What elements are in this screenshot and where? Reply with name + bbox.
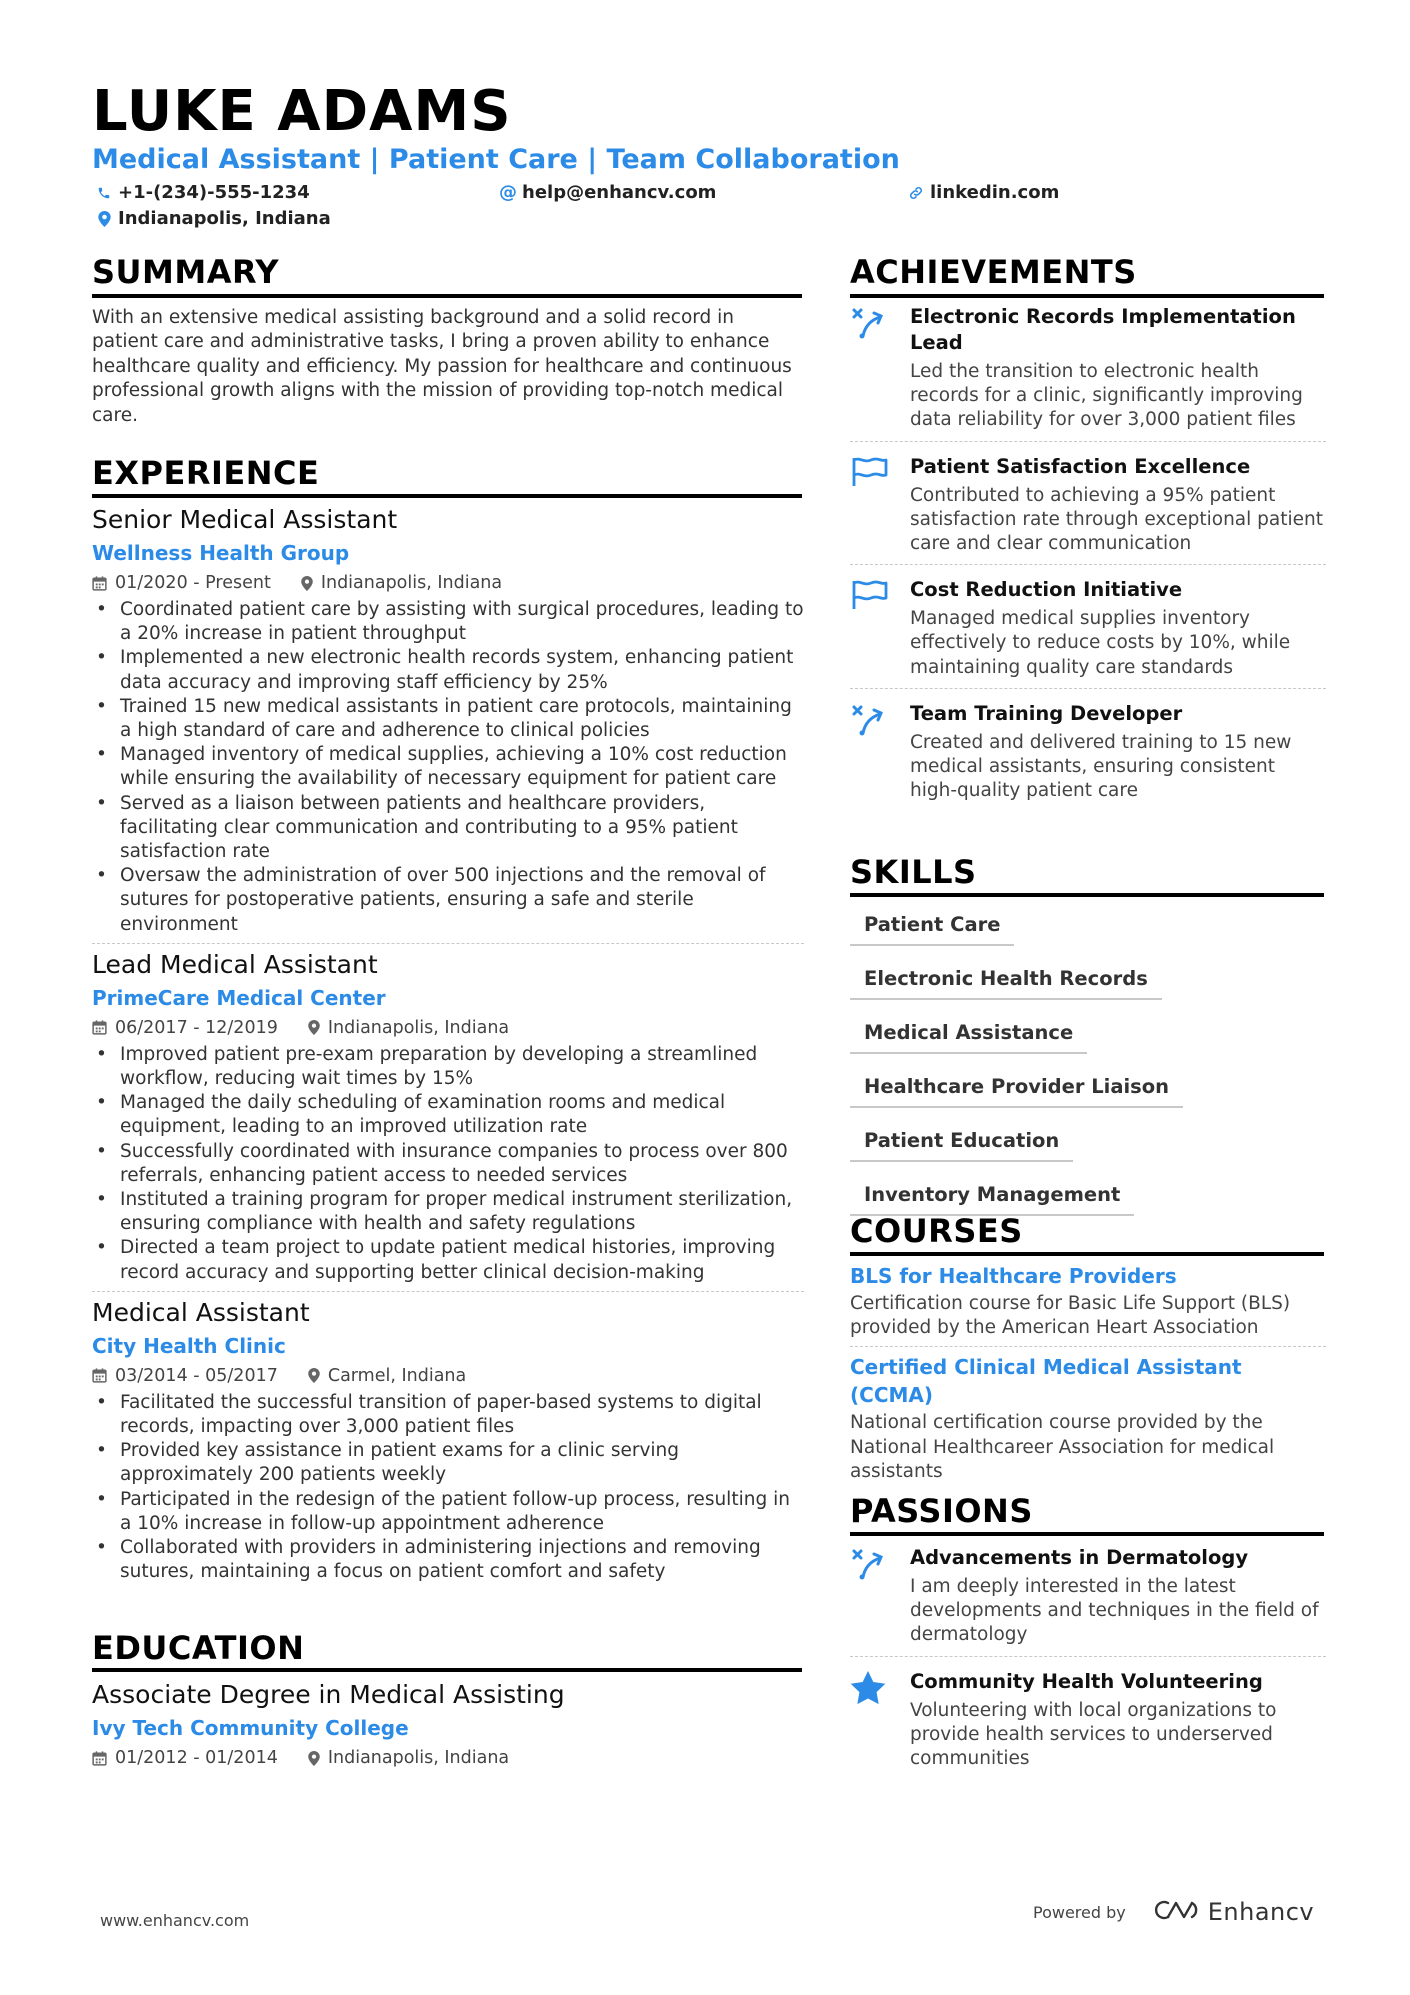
- bullet-item: • Served as a liaison between patients and healthcare providers, facilitating clear communication and contributing to a 95% patient satisfaction rate: [92, 792, 804, 865]
- bullet-item: • Trained 15 new medical assistants in patient care protocols, maintaining a high standard of care and adherence to clinical policies: [92, 695, 804, 743]
- footer-branding: [1033, 1898, 1314, 1926]
- achievement-title: Patient Satisfaction Excellence: [910, 454, 1251, 478]
- calendar-icon: [92, 1020, 107, 1035]
- job-role: Medical Assistant: [92, 1297, 310, 1327]
- experience-section: [92, 503, 804, 1585]
- job-role: Senior Medical Assistant: [92, 505, 398, 534]
- location-pin-icon: [308, 1368, 320, 1383]
- passion-title: Advancements in Dermatology: [910, 1546, 1249, 1569]
- job-entry: [92, 503, 804, 937]
- link-icon: [906, 185, 926, 201]
- location-pin-icon: [308, 1751, 320, 1766]
- education-section: [92, 1678, 804, 1770]
- achievements-heading: ACHIEVEMENTS: [850, 253, 1137, 291]
- courses-section: [850, 1262, 1326, 1484]
- bullet-item: • Successfully coordinated with insurance companies to process over 800 referrals, enhancing patient access to needed services: [92, 1140, 804, 1188]
- job-bullets: [92, 1391, 804, 1585]
- skills-rule: [850, 893, 1324, 897]
- divider: [850, 564, 1326, 565]
- location-pin-icon: [301, 576, 313, 591]
- strategy-icon: [850, 304, 910, 433]
- skills-section: [850, 912, 1330, 1236]
- achievement-item: [850, 454, 1326, 557]
- achievements-section: [850, 304, 1326, 803]
- passions-section: [850, 1545, 1326, 1771]
- school-name: Ivy Tech Community College: [92, 1716, 409, 1740]
- achievement-title: Cost Reduction Initiative: [910, 578, 1183, 602]
- flag-icon: [850, 577, 910, 680]
- summary-text: With an extensive medical assisting background and a solid record in patient care and administrative tasks, I bring a proven ability to enhance healthcare quality and efficiency. My passion for healthcare and continuous professional growth aligns with the mission of providing top-notch medical care.: [92, 307, 792, 426]
- course-title: Certified Clinical Medical Assistant (CCMA): [850, 1355, 1242, 1408]
- location-pin-icon: [94, 211, 114, 227]
- achievement-title: Electronic Records Implementation Lead: [910, 305, 1296, 354]
- experience-heading: EXPERIENCE: [92, 454, 320, 492]
- course-item: [850, 1353, 1326, 1484]
- job-company: PrimeCare Medical Center: [92, 985, 386, 1010]
- job-location: Indianapolis, Indiana: [327, 1017, 510, 1038]
- bullet-item: • Managed inventory of medical supplies, achieving a 10% cost reduction while ensuring the availability of necessary equipment for patient care: [92, 743, 804, 791]
- location-pin-icon: [308, 1020, 320, 1035]
- job-meta: [92, 1016, 804, 1040]
- contact-linkedin[interactable]: [906, 181, 1059, 205]
- job-meta: [92, 571, 804, 595]
- education-dates: 01/2012 - 01/2014: [115, 1748, 278, 1768]
- summary-rule: [92, 294, 802, 298]
- skills-list: [850, 912, 1330, 1236]
- job-role: Lead Medical Assistant: [92, 949, 378, 979]
- skills-heading: SKILLS: [850, 853, 977, 891]
- phone-text: +1-(234)-555-1234: [118, 182, 310, 203]
- contact-email[interactable]: [498, 181, 716, 205]
- job-dates: 03/2014 - 05/2017: [115, 1365, 278, 1386]
- courses-heading: COURSES: [850, 1212, 1023, 1250]
- location-text: Indianapolis, Indiana: [118, 208, 331, 229]
- calendar-icon: [92, 576, 107, 591]
- achievement-desc: Contributed to achieving a 95% patient satisfaction rate through exceptional patient care and clear communication: [910, 484, 1323, 555]
- achievement-item: [850, 701, 1326, 804]
- email-text: help@enhancv.com: [522, 182, 717, 203]
- job-entry: [92, 1296, 804, 1585]
- skill-tag: Inventory Management: [850, 1182, 1134, 1216]
- bullet-item: • Implemented a new electronic health records system, enhancing patient data accuracy and improving staff efficiency by 25%: [92, 646, 804, 694]
- job-dates: 01/2020 - Present: [115, 573, 271, 593]
- calendar-icon: [92, 1368, 107, 1383]
- course-desc: Certification course for Basic Life Support (BLS) provided by the American Heart Association: [850, 1293, 1291, 1339]
- course-title: BLS for Healthcare Providers: [850, 1264, 1177, 1288]
- bullet-item: • Oversaw the administration of over 500 injections and the removal of sutures for postoperative patients, ensuring a safe and sterile environment: [92, 864, 804, 937]
- degree-title: Associate Degree in Medical Assisting: [92, 1680, 565, 1709]
- bullet-item: • Collaborated with providers in administering injections and removing sutures, maintaining a focus on patient comfort and safety: [92, 1536, 804, 1584]
- job-location: Carmel, Indiana: [327, 1365, 467, 1386]
- achievement-desc: Managed medical supplies inventory effectively to reduce costs by 10%, while maintaining quality care standards: [910, 608, 1291, 678]
- passion-item: [850, 1669, 1326, 1772]
- divider: [92, 1291, 804, 1292]
- passion-title: Community Health Volunteering: [910, 1669, 1263, 1693]
- job-bullets: [92, 598, 804, 937]
- divider: [850, 441, 1326, 442]
- job-bullets: [92, 1043, 804, 1285]
- at-icon: @: [499, 182, 517, 203]
- passions-heading: PASSIONS: [850, 1492, 1033, 1530]
- calendar-icon: [92, 1751, 107, 1766]
- bullet-item: • Facilitated the successful transition of paper-based systems to digital records, impacting over 3,000 patient files: [92, 1391, 804, 1439]
- headline: Medical Assistant | Patient Care | Team Collaboration: [92, 144, 900, 175]
- achievement-desc: Led the transition to electronic health records for a clinic, significantly improving data reliability for over 3,000 patient files: [910, 361, 1303, 431]
- divider: [850, 1656, 1326, 1657]
- skill-tag: Electronic Health Records: [850, 966, 1162, 1000]
- divider: [850, 1346, 1326, 1347]
- passion-desc: I am deeply interested in the latest developments and techniques in the field of dermatology: [910, 1576, 1319, 1646]
- candidate-name: LUKE ADAMS: [92, 79, 512, 144]
- skill-tag: Medical Assistance: [850, 1020, 1087, 1054]
- achievement-desc: Created and delivered training to 15 new medical assistants, ensuring consistent high-quality patient care: [910, 731, 1292, 802]
- bullet-item: • Managed the daily scheduling of examination rooms and medical equipment, leading to an improved utilization rate: [92, 1091, 804, 1139]
- experience-rule: [92, 494, 802, 498]
- job-company: City Health Clinic: [92, 1333, 286, 1358]
- job-company: Wellness Health Group: [92, 541, 350, 565]
- bullet-item: • Instituted a training program for proper medical instrument sterilization, ensuring compliance with health and safety regulations: [92, 1188, 804, 1236]
- brand-name: Enhancv: [1207, 1898, 1315, 1926]
- skill-tag: Healthcare Provider Liaison: [850, 1074, 1183, 1108]
- footer-website[interactable]: www.enhancv.com: [100, 1911, 250, 1930]
- star-icon: [850, 1669, 910, 1772]
- achievements-rule: [850, 294, 1324, 298]
- course-item: [850, 1262, 1326, 1340]
- divider: [850, 688, 1326, 689]
- job-location: Indianapolis, Indiana: [320, 573, 503, 593]
- education-meta: [92, 1746, 804, 1770]
- course-desc: National certification course provided by the National Healthcareer Association for medical assistants: [850, 1412, 1275, 1482]
- bullet-item: • Directed a team project to update patient medical histories, improving record accuracy and supporting better clinical decision-making: [92, 1236, 804, 1284]
- education-heading: EDUCATION: [92, 1629, 305, 1667]
- passion-item: [850, 1545, 1326, 1648]
- linkedin-text: linkedin.com: [930, 182, 1060, 203]
- bullet-item: • Coordinated patient care by assisting with surgical procedures, leading to a 20% increase in patient throughput: [92, 598, 804, 646]
- job-dates: 06/2017 - 12/2019: [115, 1017, 278, 1038]
- bullet-item: • Improved patient pre-exam preparation by developing a streamlined workflow, reducing wait times by 15%: [92, 1043, 804, 1091]
- summary-heading: SUMMARY: [92, 253, 280, 291]
- job-entry: [92, 948, 804, 1285]
- divider: [92, 943, 804, 944]
- phone-icon: [94, 186, 114, 200]
- strategy-icon: [850, 1545, 910, 1648]
- bullet-item: • Participated in the redesign of the patient follow-up process, resulting in a 10% increase in follow-up appointment adherence: [92, 1488, 804, 1536]
- contact-phone: [94, 181, 310, 205]
- enhancv-logo-icon: [1152, 1898, 1200, 1926]
- achievement-item: [850, 304, 1326, 433]
- achievement-title: Team Training Developer: [910, 701, 1183, 725]
- powered-by-text: Powered by: [1033, 1902, 1126, 1922]
- job-meta: [92, 1364, 804, 1388]
- courses-rule: [850, 1252, 1324, 1256]
- education-rule: [92, 1668, 802, 1672]
- passions-rule: [850, 1532, 1324, 1536]
- contact-location: [94, 207, 331, 231]
- summary-section: [92, 306, 804, 428]
- flag-icon: [850, 454, 910, 557]
- skill-tag: Patient Care: [850, 912, 1014, 946]
- education-location: Indianapolis, Indiana: [327, 1748, 510, 1768]
- strategy-icon: [850, 701, 910, 804]
- skill-tag: Patient Education: [850, 1128, 1073, 1162]
- achievement-item: [850, 577, 1326, 680]
- bullet-item: • Provided key assistance in patient exams for a clinic serving approximately 200 patients weekly: [92, 1439, 804, 1487]
- passion-desc: Volunteering with local organizations to provide health services to underserved communities: [910, 1699, 1277, 1770]
